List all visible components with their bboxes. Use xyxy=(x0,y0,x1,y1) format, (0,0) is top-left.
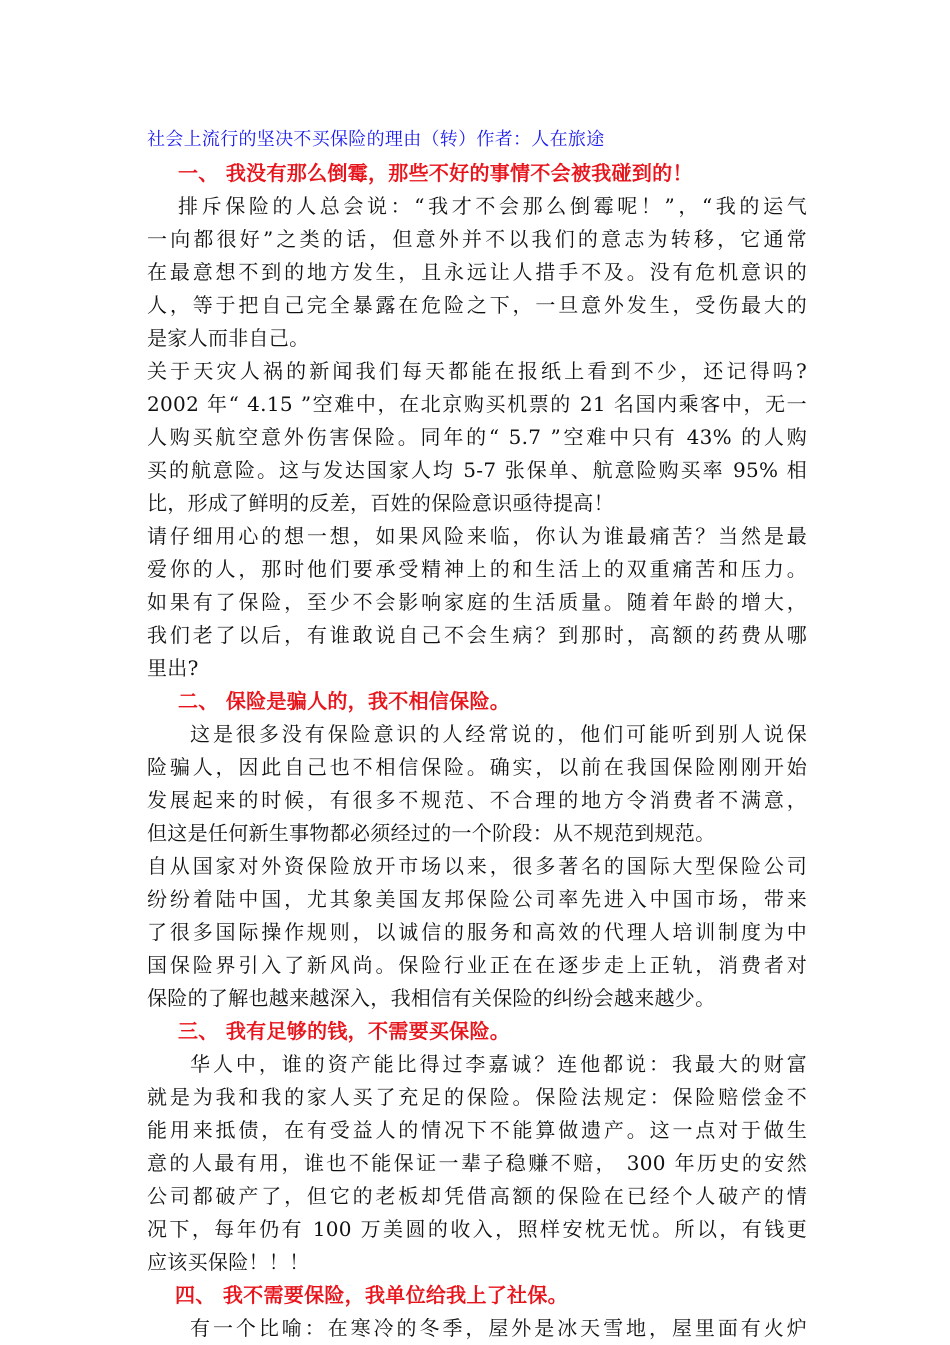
paragraph-line: 人，等于把自己完全暴露在危险之下，一旦意外发生，受伤最大的 xyxy=(147,293,807,317)
paragraph-line: 能用来抵债，在有受益人的情况下不能算做遗产。这一点对于做生 xyxy=(147,1118,807,1142)
paragraph-line: 买的航意险。这与发达国家人均 5-7 张保单、航意险购买率 95% 相 xyxy=(147,458,807,482)
section-4-heading: 四、 我不需要保险，我单位给我上了社保。 xyxy=(175,1283,568,1307)
paragraph-line: 是家人而非自己。 xyxy=(147,326,310,350)
paragraph-line: 纷纷着陆中国，尤其象美国友邦保险公司率先进入中国市场，带来 xyxy=(147,887,807,911)
section-2-heading: 二、 保险是骗人的，我不相信保险。 xyxy=(178,689,511,713)
paragraph-line: 比，形成了鲜明的反差，百姓的保险意识亟待提高！ xyxy=(147,491,614,515)
section-1-heading: 一、 我没有那么倒霉，那些不好的事情不会被我碰到的！ xyxy=(178,161,693,185)
paragraph-line: 我们老了以后，有谁敢说自己不会生病？到那时，高额的药费从哪 xyxy=(147,623,807,647)
paragraph-line: 在最意想不到的地方发生，且永远让人措手不及。没有危机意识的 xyxy=(147,260,807,284)
paragraph-line: 请仔细用心的想一想，如果风险来临，你认为谁最痛苦？当然是最 xyxy=(147,524,807,548)
paragraph-line: 这是很多没有保险意识的人经常说的，他们可能听到别人说保 xyxy=(190,722,807,746)
paragraph-line: 2002 年“ 4.15 ”空难中，在北京购买机票的 21 名国内乘客中，无一 xyxy=(147,392,807,416)
paragraph-line: 里出? xyxy=(147,656,199,680)
paragraph-line: 发展起来的时候，有很多不规范、不合理的地方令消费者不满意， xyxy=(147,788,807,812)
section-3-heading: 三、 我有足够的钱，不需要买保险。 xyxy=(178,1019,511,1043)
paragraph-line: 排斥保险的人总会说：“我才不会那么倒霉呢！”，“我的运气 xyxy=(178,194,807,218)
paragraph-line: 人购买航空意外伤害保险。同年的“ 5.7 ”空难中只有 43% 的人购 xyxy=(147,425,807,449)
paragraph-line: 华人中，谁的资产能比得过李嘉诚？连他都说：我最大的财富 xyxy=(190,1052,807,1076)
paragraph-line: 但这是任何新生事物都必须经过的一个阶段：从不规范到规范。 xyxy=(147,821,716,845)
paragraph-line: 自从国家对外资保险放开市场以来，很多著名的国际大型保险公司 xyxy=(147,854,807,878)
paragraph-line: 有一个比喻：在寒冷的冬季，屋外是冰天雪地，屋里面有火炉 xyxy=(190,1316,807,1340)
document-title: 社会上流行的坚决不买保险的理由（转）作者：人在旅途 xyxy=(147,129,605,150)
paragraph-line: 一向都很好”之类的话，但意外并不以我们的意志为转移，它通常 xyxy=(147,227,807,251)
paragraph-line: 险骗人，因此自己也不相信保险。确实，以前在我国保险刚刚开始 xyxy=(147,755,807,779)
paragraph-line: 意的人最有用，谁也不能保证一辈子稳赚不赔， 300 年历史的安然 xyxy=(147,1151,807,1175)
paragraph-line: 国保险界引入了新风尚。保险行业正在在逐步走上正轨，消费者对 xyxy=(147,953,807,977)
paragraph-line: 关于天灾人祸的新闻我们每天都能在报纸上看到不少，还记得吗? xyxy=(147,359,807,383)
paragraph-line: 就是为我和我的家人买了充足的保险。保险法规定：保险赔偿金不 xyxy=(147,1085,807,1109)
paragraph-line: 应该买保险！！！ xyxy=(147,1250,310,1274)
paragraph-line: 如果有了保险，至少不会影响家庭的生活质量。随着年龄的增大， xyxy=(147,590,807,614)
paragraph-line: 公司都破产了，但它的老板却凭借高额的保险在已经个人破产的情 xyxy=(147,1184,807,1208)
paragraph-line: 保险的了解也越来越深入，我相信有关保险的纠纷会越来越少。 xyxy=(147,986,716,1010)
paragraph-line: 了很多国际操作规则，以诚信的服务和高效的代理人培训制度为中 xyxy=(147,920,807,944)
paragraph-line: 爱你的人，那时他们要承受精神上的和生活上的双重痛苦和压力。 xyxy=(147,557,807,581)
paragraph-line: 况下，每年仍有 100 万美圆的收入，照样安枕无忧。所以，有钱更 xyxy=(147,1217,807,1241)
